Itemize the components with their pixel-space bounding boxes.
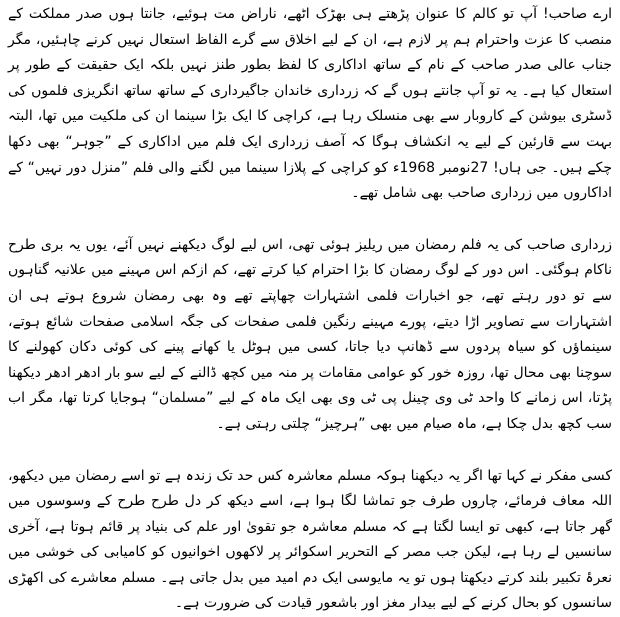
article-body	[8, 2, 612, 500]
article-paragraph-3: کسی مفکر نے کہا تھا اگر یہ دیکھنا ہوکہ مسلم معاشرہ کس حد تک زندہ ہے تو اسے رمضان میں دیکھو، اللہ معاف فرمائے، چاروں طرف جو تماشا لگا ہوا ہے، اسے دیکھ کر دل طرح طرح کے وسوسوں میں گھر جاتا ہے، کبھی تو ایسا لگتا ہے کہ مسلم معاشرہ جو تقویٰ اور علم کی بنیاد پر قائم ہوتا ہے، آخری سانسیں لے رہا ہے، لیکن جب مصر کے التحریر اسکوائر پر لاکھوں اخوانیوں کو کامیابی کی خوشی میں نعرۂ تکبیر بلند کرتے دیکھتا ہوں تو یہ مایوسی ایک دم امید میں بدل جاتی ہے۔ مسلم معاشرے کی اکھڑی سانسوں کو بحال کرنے کے لیے بیدار مغز اور باشعور قیادت کی ضرورت ہے۔	[8, 464, 612, 617]
article-paragraph-2: زرداری صاحب کی یہ فلم رمضان میں ریلیز ہوئی تھی، اس لیے لوگ دیکھنے نہیں آئے، یوں یہ بری طرح ناکام ہوگئی۔ اس دور کے لوگ رمضان کا بڑا احترام کیا کرتے تھے، کم ازکم اس مہینے میں علانیہ گناہوں سے تو دور رہتے تھے، جو اخبارات فلمی اشتہارات چھاپتے تھے وہ بھی رمضان شروع ہوتے ہی ان اشتہارات سے تصاویر اڑا دیتے، پورے مہینے رنگین فلمی صفحات کی جگہ اسلامی صفحات شائع ہوتے، سینماؤں کو سیاہ پردوں سے ڈھانپ دیا جاتا، کسی میں ہوٹل یا کھانے پینے کی کوئی دکان کھولنے کا سوچنا بھی محال تھا، روزہ خور کو عوامی مقامات پر منہ میں کچھ ڈالنے کے لیے سو بار ادھر ادھر دیکھنا پڑتا، اس زمانے کا واحد ٹی وی چینل پی ٹی وی بھی ایک ماہ کے لیے ”مسلمان“ ہوجایا کرتا تھا، مگر اب سب کچھ بدل چکا ہے، ماہ صیام میں بھی ”ہرچیز“ چلتی رہتی ہے۔	[8, 233, 612, 438]
article-paragraph-1: ارے صاحب! آپ تو کالم کا عنوان پڑھتے ہی بھڑک اٹھے، ناراض مت ہوئیے، جانتا ہوں صدر مملکت کے منصب کا عزت واحترام ہم پر لازم ہے، ان کے لیے اخلاق سے گرے الفاظ استعال نہیں کرنے چاہئیں، مگر جناب عالی صدر صاحب کے نام کے ساتھ اداکاری کا لفظ بطور طنز نہیں بلکہ ایک حقیقت کے طور پر استعال کیا ہے۔ یہ تو آپ جانتے ہوں گے کہ زرداری خاندان جاگیرداری کے ساتھ ساتھ انگریزی فلموں کی ڈسٹری بیوشن کے کاروبار سے بھی منسلک رہا ہے، کراچی کا ایک بڑا سینما ان کی ملکیت میں تھا، البتہ بہت سے قارئین کے لیے یہ انکشاف ہوگا کہ آصف زرداری ایک فلم میں اداکاری کے ”جوہر“ بھی دکھا چکے ہیں۔ جی ہاں! 27نومبر 1968ء کو کراچی کے پلازا سینما میں لگنے والی فلم ”منزل دور نہیں“ کے اداکاروں میں زرداری صاحب بھی شامل تھے۔	[8, 2, 612, 207]
